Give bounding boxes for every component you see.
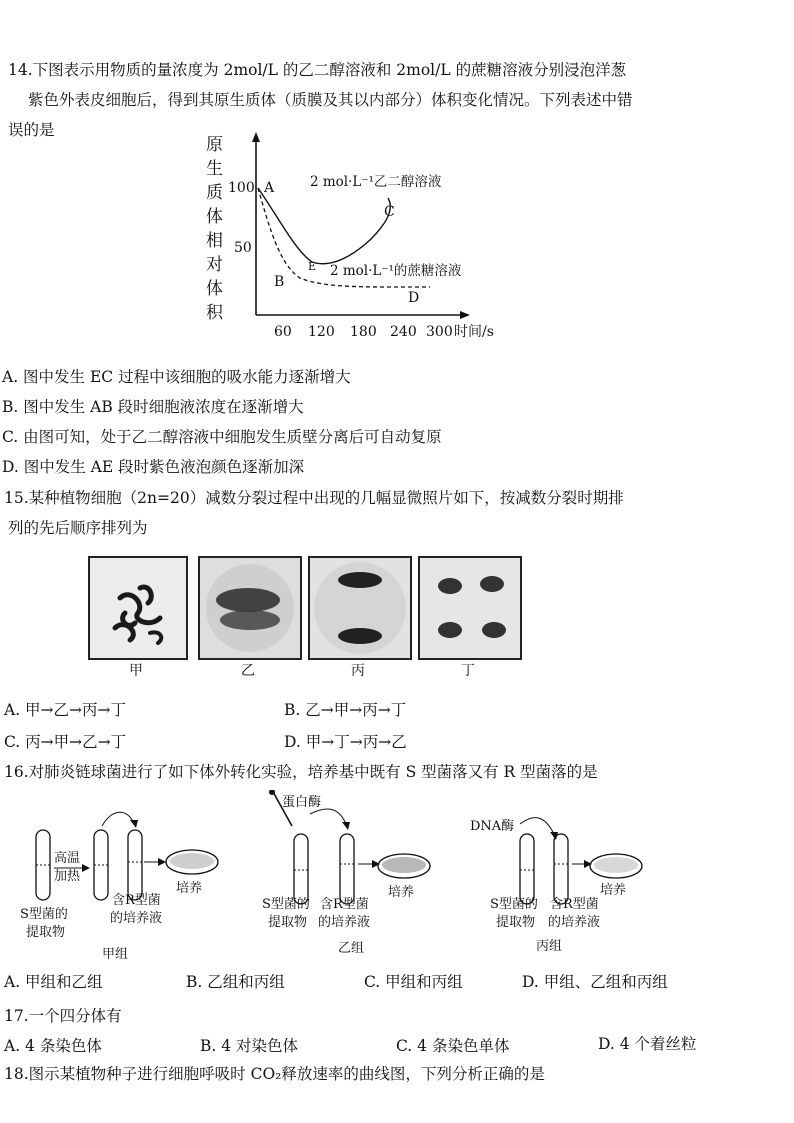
q14-option-c[interactable]: C. 由图可知，处于乙二醇溶液中细胞发生质壁分离后可自动复原 bbox=[2, 428, 442, 446]
q15-option-c[interactable]: C. 丙→甲→乙→丁 bbox=[4, 733, 127, 751]
q14-stem-line2: 紫色外表皮细胞后，得到其原生质体（质膜及其以内部分）体积变化情况。下列表述中错 bbox=[28, 91, 633, 109]
q14-option-a[interactable]: A. 图中发生 EC 过程中该细胞的吸水能力逐渐增大 bbox=[2, 368, 351, 386]
q14-stem-line1: 14.下图表示用物质的量浓度为 2mol/L 的乙二醇溶液和 2mol/L 的蔗糖溶液分别浸泡洋葱 bbox=[8, 61, 627, 79]
q14-y-axis-label bbox=[206, 135, 224, 323]
q15-stem-line1: 15.某种植物细胞（2n=20）减数分裂过程中出现的几幅显微照片如下，按减数分裂时期排 bbox=[4, 489, 624, 507]
q16-option-d[interactable]: D. 甲组、乙组和丙组 bbox=[522, 973, 668, 991]
svg-text:含R型菌: 含R型菌 bbox=[112, 893, 161, 908]
q14-y-label-char: 相 bbox=[206, 231, 223, 251]
svg-text:的培养液: 的培养液 bbox=[548, 915, 601, 930]
q14-x-tick-120: 120 bbox=[308, 324, 335, 340]
svg-text:S型菌的: S型菌的 bbox=[20, 907, 68, 922]
q14-curve1-label: 2 mol·L⁻¹乙二醇溶液 bbox=[310, 174, 442, 190]
q15-stem-line2: 列的先后顺序排列为 bbox=[8, 519, 148, 537]
svg-text:提取物: 提取物 bbox=[26, 925, 66, 940]
q14-y-axis-arrow bbox=[252, 132, 260, 142]
svg-text:提取物: 提取物 bbox=[268, 915, 308, 930]
q17-option-a[interactable]: A. 4 条染色体 bbox=[4, 1037, 102, 1055]
q15-photo-bing bbox=[308, 556, 412, 660]
q14-ethylene-glycol-curve bbox=[258, 188, 390, 264]
q16-option-a[interactable]: A. 甲组和乙组 bbox=[4, 973, 103, 991]
svg-text:高温: 高温 bbox=[54, 851, 81, 866]
svg-text:甲组: 甲组 bbox=[102, 947, 129, 962]
q14-y-label-char: 原 bbox=[206, 135, 223, 155]
q14-y-tick-50: 50 bbox=[234, 240, 252, 256]
q14-y-label-char: 积 bbox=[206, 303, 223, 323]
q16-group-b bbox=[262, 790, 430, 956]
q16-option-c[interactable]: C. 甲组和丙组 bbox=[364, 973, 463, 991]
q15-option-d[interactable]: D. 甲→丁→丙→乙 bbox=[284, 733, 407, 751]
q17-stem: 17.一个四分体有 bbox=[4, 1007, 122, 1025]
svg-text:的培养液: 的培养液 bbox=[110, 911, 163, 926]
svg-text:加热: 加热 bbox=[54, 869, 81, 884]
svg-text:培养: 培养 bbox=[388, 885, 415, 900]
svg-text:DNA酶: DNA酶 bbox=[470, 819, 515, 834]
q14-y-label-char: 生 bbox=[206, 159, 223, 179]
q14-point-e: E bbox=[308, 260, 317, 273]
q15-photo-label-bing: 丙 bbox=[351, 663, 365, 679]
q17-option-d[interactable]: D. 4 个着丝粒 bbox=[598, 1035, 697, 1053]
svg-text:S型菌的: S型菌的 bbox=[262, 897, 310, 912]
q14-y-label-char: 对 bbox=[206, 255, 223, 275]
q18-stem: 18.图示某植物种子进行细胞呼吸时 CO₂释放速率的曲线图，下列分析正确的是 bbox=[4, 1065, 545, 1083]
q14-curve2-label: 2 mol·L⁻¹的蔗糖溶液 bbox=[330, 263, 462, 279]
q14-option-b[interactable]: B. 图中发生 AB 段时细胞液浓度在逐渐增大 bbox=[2, 398, 304, 416]
q14-point-b: B bbox=[274, 274, 285, 290]
q14-point-c: C bbox=[384, 204, 395, 220]
q14-option-d[interactable]: D. 图中发生 AE 段时紫色液泡颜色逐渐加深 bbox=[2, 458, 305, 476]
q14-x-axis-arrow bbox=[460, 311, 470, 319]
q17-option-b[interactable]: B. 4 对染色体 bbox=[200, 1037, 299, 1055]
q14-y-tick-100: 100 bbox=[228, 180, 255, 196]
q16-stem: 16.对肺炎链球菌进行了如下体外转化实验，培养基中既有 S 型菌落又有 R 型菌落的是 bbox=[4, 763, 598, 781]
svg-text:的培养液: 的培养液 bbox=[318, 915, 371, 930]
q15-option-a[interactable]: A. 甲→乙→丙→丁 bbox=[4, 701, 127, 719]
q15-photo-ding bbox=[418, 556, 522, 660]
svg-text:含R型菌: 含R型菌 bbox=[320, 897, 369, 912]
svg-text:培养: 培养 bbox=[600, 883, 627, 898]
q14-point-a: A bbox=[264, 180, 275, 196]
q15-photo-label-yi: 乙 bbox=[241, 663, 255, 679]
q16-transformation-diagram bbox=[20, 790, 700, 970]
svg-text:培养: 培养 bbox=[176, 881, 203, 896]
svg-text:提取物: 提取物 bbox=[496, 915, 536, 930]
svg-text:丙组: 丙组 bbox=[536, 939, 563, 954]
q15-photo-label-jia: 甲 bbox=[129, 663, 143, 679]
q14-x-tick-240: 240 bbox=[390, 324, 417, 340]
q14-y-label-char: 体 bbox=[206, 207, 223, 227]
q14-y-label-char: 体 bbox=[206, 279, 223, 299]
q14-x-tick-60: 60 bbox=[274, 324, 292, 340]
svg-text:含R型菌: 含R型菌 bbox=[550, 897, 599, 912]
q14-x-tick-300: 300 bbox=[426, 324, 453, 340]
q17-option-c[interactable]: C. 4 条染色单体 bbox=[396, 1037, 510, 1055]
svg-text:蛋白酶: 蛋白酶 bbox=[282, 795, 322, 810]
q14-volume-chart bbox=[200, 130, 520, 345]
q16-group-a bbox=[20, 812, 218, 962]
q14-stem-line3: 误的是 bbox=[8, 121, 55, 139]
q16-group-c bbox=[470, 818, 642, 954]
q14-y-label-char: 质 bbox=[206, 183, 223, 203]
q14-x-unit: 时间/s bbox=[454, 324, 494, 340]
q16-option-b[interactable]: B. 乙组和丙组 bbox=[186, 973, 285, 991]
svg-text:S型菌的: S型菌的 bbox=[490, 897, 538, 912]
svg-text:乙组: 乙组 bbox=[338, 941, 365, 956]
q15-photo-yi bbox=[198, 556, 302, 660]
q15-photo-label-ding: 丁 bbox=[461, 663, 475, 679]
q14-x-tick-180: 180 bbox=[350, 324, 377, 340]
q14-point-d: D bbox=[408, 290, 420, 306]
q15-option-b[interactable]: B. 乙→甲→丙→丁 bbox=[284, 701, 407, 719]
q15-photo-jia bbox=[88, 556, 188, 660]
